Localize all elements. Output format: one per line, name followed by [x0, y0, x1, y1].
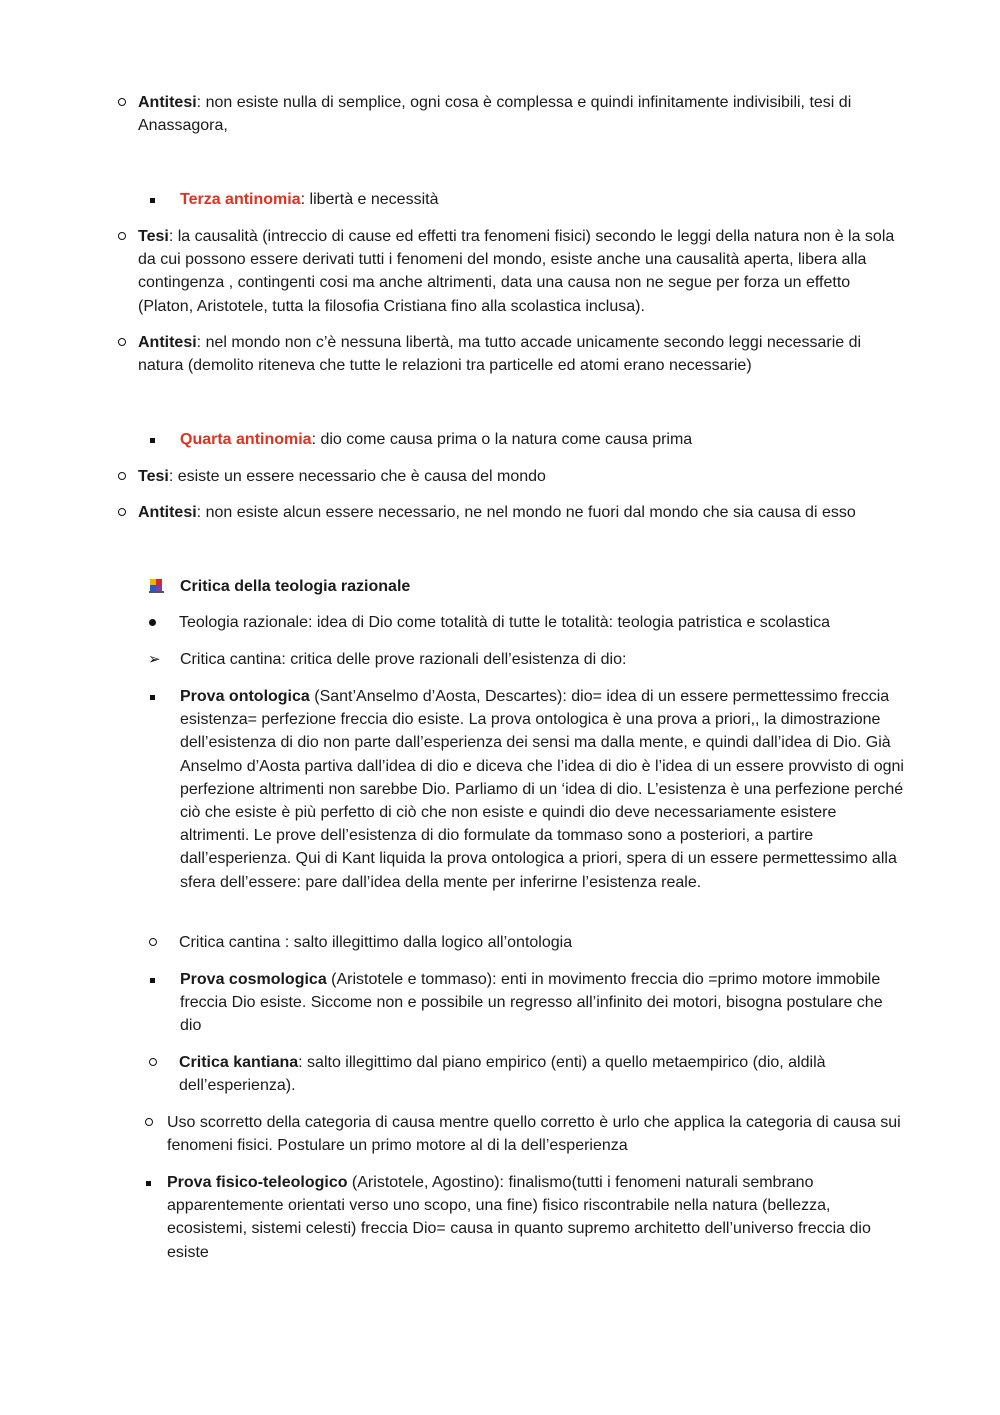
item-term: Antitesi [138, 94, 197, 111]
section-heading-text: Critica della teologia razionale [180, 578, 411, 595]
item-term-highlight: Quarta antinomia [180, 431, 312, 448]
item-text [180, 685, 905, 894]
item-term: Critica kantiana [179, 1054, 299, 1071]
item-text [167, 1171, 902, 1264]
item-text [180, 428, 900, 451]
hollow-circle-bullet-icon [117, 465, 131, 488]
square-bullet-icon [148, 188, 162, 211]
item-term: Antitesi [138, 334, 197, 351]
item-body: : nel mondo non c’è nessuna libertà, ma tutto accade unicamente secondo leggi necessarie di natura (demolito riteneva che tutte le relazioni tra particelle ed atomi erano necessarie) [138, 334, 862, 375]
hollow-circle-bullet-icon [117, 331, 131, 354]
item-term: Prova fisico-teleologico [167, 1174, 348, 1191]
square-bullet-icon [148, 428, 162, 451]
hollow-circle-bullet-icon [148, 1051, 162, 1074]
square-bullet-icon [148, 968, 162, 991]
filled-dot-bullet-icon [148, 611, 162, 634]
item-text [180, 188, 900, 211]
item-term: Prova ontologica [180, 688, 310, 705]
item-term: Tesi [138, 228, 169, 245]
item-body: : salto illegittimo dal piano empirico (enti) a quello metaempirico (dio, aldilà dell’esperienza). [179, 1054, 826, 1095]
item-body: : esiste un essere necessario che è causa del mondo [168, 468, 546, 485]
item-text [138, 501, 903, 524]
item-text: Critica cantina : salto illegittimo dalla logico all’ontologia [179, 934, 573, 951]
item-text [179, 1051, 904, 1097]
item-text: Teologia razionale: idea di Dio come totalità di tutte le totalità: teologia patristica e scolastica [179, 614, 831, 631]
item-text: Uso scorretto della categoria di causa mentre quello corretto è urlo che applica la categoria di causa sui fenomeni fisici. Postulare un primo motore al di la dell’esperienza [167, 1114, 901, 1155]
item-text: Critica cantina: critica delle prove razionali dell’esistenza di dio: [180, 651, 627, 668]
square-bullet-icon [148, 685, 162, 708]
item-text [138, 465, 903, 488]
item-text [138, 225, 903, 318]
item-body: : dio come causa prima o la natura come causa prima [311, 431, 693, 448]
item-term-highlight: Terza antinomia [180, 191, 301, 208]
item-term: Antitesi [138, 504, 197, 521]
hollow-circle-bullet-icon [117, 91, 131, 114]
item-text [138, 331, 903, 377]
arrowhead-bullet-icon: ➢ [148, 651, 161, 668]
item-body: (Sant’Anselmo d’Aosta, Descartes): dio= idea di un essere permettessimo freccia esistenza= perfezione freccia dio esiste. La prova ontologica è una prova a priori,, la dimostrazione dell’esistenza di dio non parte dall’esperienza dei sensi ma dalla mente, e quindi dall’idea di Dio. Già Anselmo d’Aosta partiva dall’idea di dio e diceva che l’idea di dio è l’idea di un essere provvisto di ogni perfezione altrimenti non sarebbe Dio. Parliamo di un ‘idea di dio. L’esistenza è una perfezione perché ciò che esiste è più perfetto di ciò che non esiste e quindi dio deve necessariamente esistere altrimenti. Le prove dell’esistenza di dio formulate da tommaso sono a posteriori, a partire dall’esperienza. Qui di Kant liquida la prova ontologica a priori, spera di un essere permettessimo alla sfera dell’essere: pare dall’idea della mente per inferirne l’esistenza reale. [180, 688, 904, 891]
hollow-circle-bullet-icon [117, 501, 131, 524]
item-body: : libertà e necessità [300, 191, 439, 208]
item-body: (Aristotele, Agostino): finalismo(tutti i fenomeni naturali sembrano apparentemente orientati verso uno scopo, una fine) fisico riscontrabile nella natura (bellezza, ecosistemi, sistemi celesti) freccia Dio= causa in quanto supremo architetto dell’universo freccia dio esiste [167, 1174, 871, 1261]
item-body: : la causalità (intreccio di cause ed effetti tra fenomeni fisici) secondo le leggi della natura non è la sola da cui possono essere derivati tutti i fenomeni del mondo, esiste anche una causalità aperta, libera alla contingenza , contingenti cosi ma anche altrimenti, data una causa non ne segue per forza un effetto (Platon, Aristotele, tutta la filosofia Cristiana fino alla scolastica inclusa). [138, 228, 895, 315]
item-text [180, 968, 905, 1038]
item-text [138, 91, 903, 137]
square-bullet-icon [144, 1171, 158, 1194]
colored-book-icon [148, 578, 166, 594]
item-body: : non esiste alcun essere necessario, ne nel mondo ne fuori dal mondo che sia causa di esso [196, 504, 856, 521]
item-term: Prova cosmologica [180, 971, 327, 988]
hollow-circle-bullet-icon [148, 931, 162, 954]
hollow-circle-bullet-icon [117, 225, 131, 248]
hollow-circle-bullet-icon [144, 1111, 158, 1134]
item-body: : non esiste nulla di semplice, ogni cosa è complessa e quindi infinitamente indivisibili, tesi di Anassagora, [138, 94, 852, 135]
item-body: (Aristotele e tommaso): enti in movimento freccia dio =primo motore immobile freccia Dio esiste. Siccome non e possibile un regresso all’infinito dei motori, bisogna postulare che dio [180, 971, 883, 1035]
item-term: Tesi [138, 468, 169, 485]
